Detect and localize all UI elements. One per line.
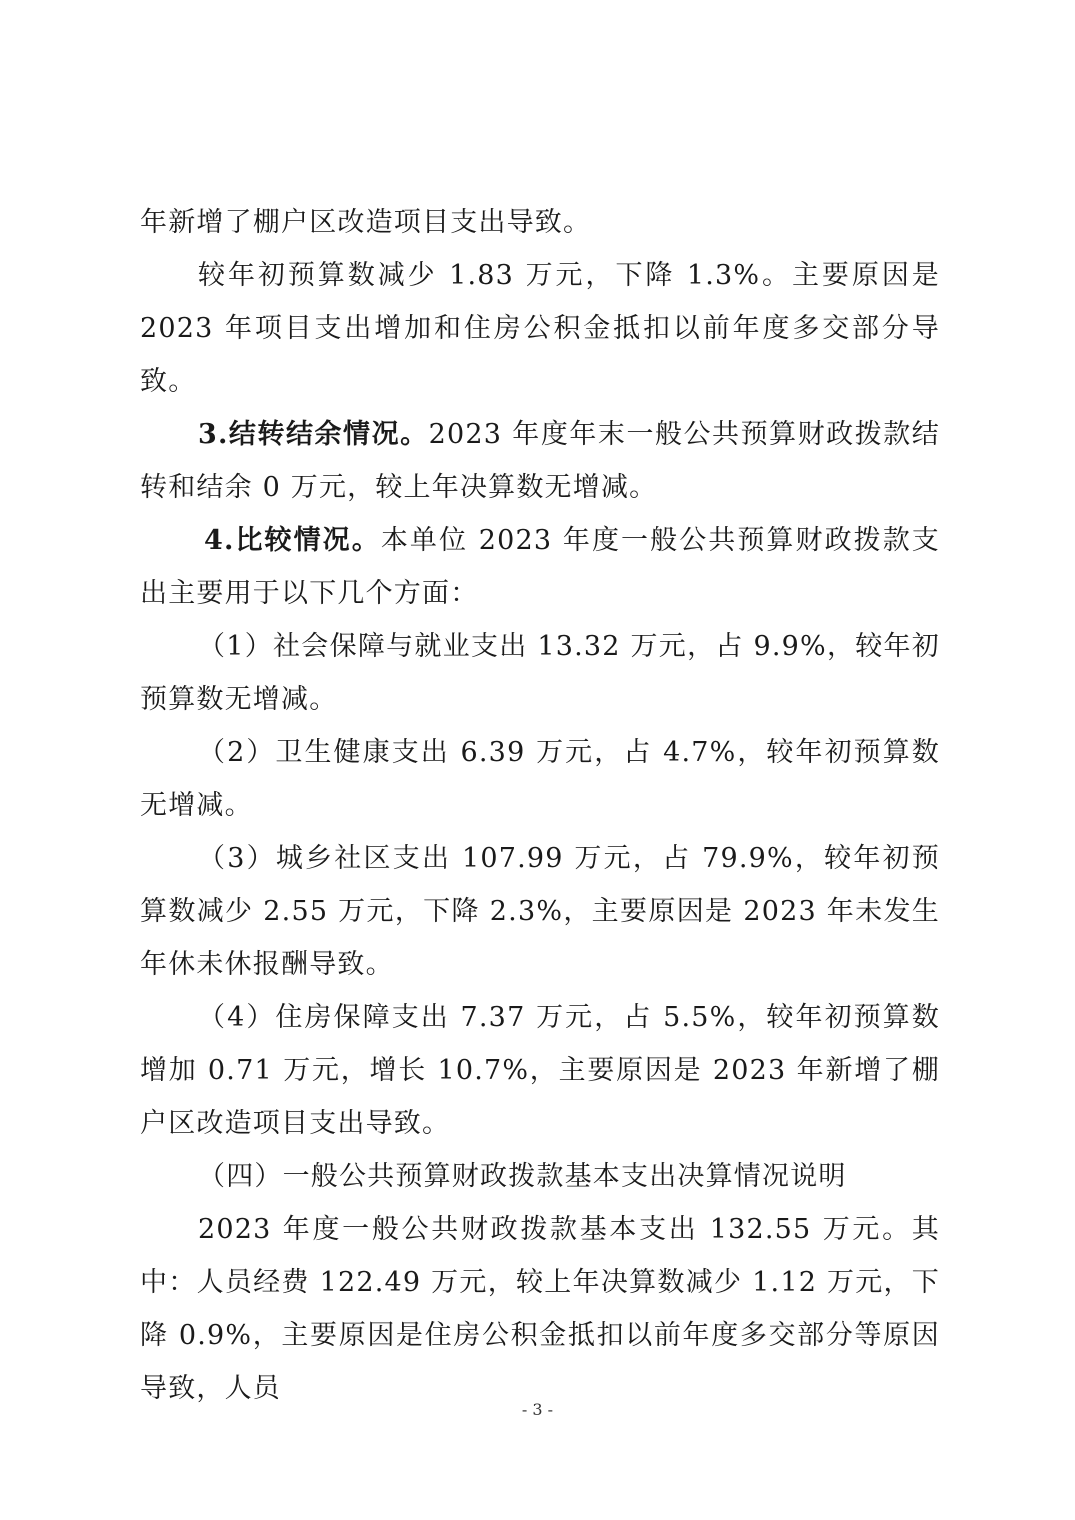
section-heading-basic-expenditure: （四）一般公共预算财政拨款基本支出决算情况说明 xyxy=(198,1161,847,1192)
paragraph-budget-decrease: 较年初预算数减少 1.83 万元，下降 1.3%。主要原因是 2023 年项目支出增加和住房公积金抵扣以前年度多交部分导致。 xyxy=(140,260,940,397)
section-heading-carryforward: 3.结转结余情况。 xyxy=(198,419,429,450)
paragraph-carryforward xyxy=(140,408,940,514)
list-item-urban-rural: （3）城乡社区支出 107.99 万元，占 79.9%，较年初预算数减少 2.55 万元，下降 2.3%，主要原因是 2023 年未发生年休未休报酬导致。 xyxy=(140,843,940,980)
page-number: - 3 - xyxy=(521,1400,554,1419)
list-item-health: （2）卫生健康支出 6.39 万元，占 4.7%，较年初预算数无增减。 xyxy=(140,737,940,821)
list-item-social-security: （1）社会保障与就业支出 13.32 万元，占 9.9%，较年初预算数无增减。 xyxy=(140,631,940,715)
list-item-housing: （4）住房保障支出 7.37 万元，占 5.5%，较年初预算数增加 0.71 万元，增长 10.7%，主要原因是 2023 年新增了棚户区改造项目支出导致。 xyxy=(140,1002,940,1139)
section-heading-comparison: 4.比较情况。 xyxy=(204,525,381,556)
document-body xyxy=(140,196,940,1415)
paragraph-basic-expenditure: 2023 年度一般公共财政拨款基本支出 132.55 万元。其中：人员经费 122.49 万元，较上年决算数减少 1.12 万元，下降 0.9%，主要原因是住房公积金抵扣以前年度多交部分等原因导致，人员 xyxy=(140,1214,940,1404)
paragraph-comparison xyxy=(140,514,940,620)
comparison-text: 本单位 2023 年度一般公共预算财政拨款支出主要用于以下几个方面： xyxy=(140,525,940,609)
paragraph-carryover: 年新增了棚户区改造项目支出导致。 xyxy=(140,207,592,238)
carryforward-text: 2023 年度年末一般公共预算财政拨款结转和结余 0 万元，较上年决算数无增减。 xyxy=(140,419,940,503)
